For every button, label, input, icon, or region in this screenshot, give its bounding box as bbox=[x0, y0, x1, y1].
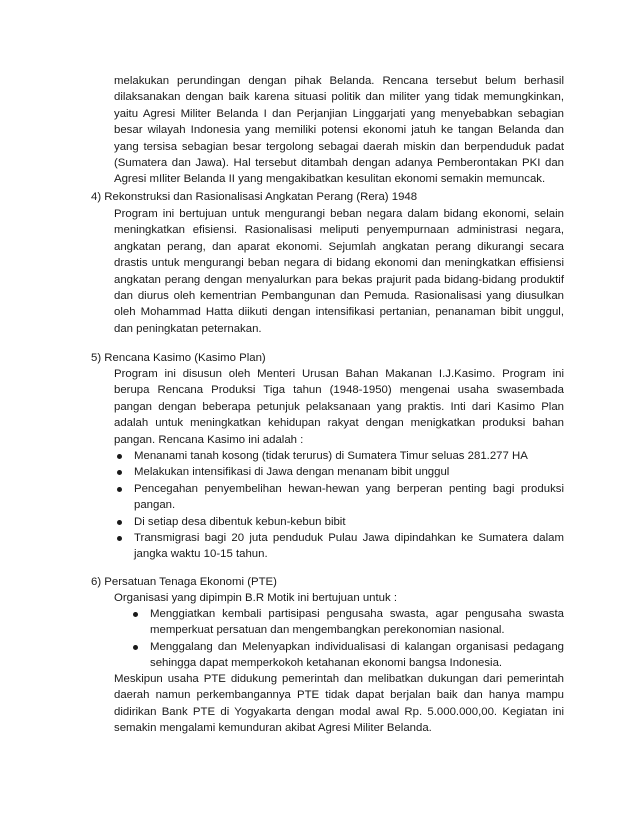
list-item bbox=[114, 464, 564, 480]
bullet-icon bbox=[117, 470, 122, 475]
bullet-icon bbox=[117, 520, 122, 525]
section-5-body: Program ini disusun oleh Menteri Urusan Bahan Makanan I.J.Kasimo. Program ini berupa Rencana Produksi Tiga tahun (1948-1950) mengenai usaha swasembada pangan dengan beberapa petunjuk pelaksanaan yang praktis. Inti dari Kasimo Plan adalah untuk meningkatkan kehidupan rakyat dengan menigkatkan produksi bahan pangan. Rencana Kasimo ini adalah : bbox=[114, 368, 564, 446]
list-item-text: Transmigrasi bagi 20 juta penduduk Pulau Jawa dipindahkan ke Sumatera dalam jangka waktu 10-15 tahun. bbox=[134, 532, 564, 561]
list-item bbox=[114, 448, 564, 464]
section-6-intro: Organisasi yang dipimpin B.R Motik ini bertujuan untuk : bbox=[114, 592, 398, 604]
list-item bbox=[114, 514, 564, 530]
section-6-bullet-list bbox=[130, 606, 564, 672]
list-item-text: Melakukan intensifikasi di Jawa dengan menanam bibit unggul bbox=[134, 466, 450, 479]
list-item-text: Pencegahan penyembelihan hewan-hewan yang berperan penting bagi produksi pangan. bbox=[134, 482, 564, 512]
section-6-closing: Meskipun usaha PTE didukung pemerintah dan melibatkan dukungan dari pemerintah daerah namun perkembangannya PTE tidak dapat berjalan baik dan hanya mampu didirikan Bank PTE di Yogyakarta dengan modal awal Rp. 5.000.000,00. Kegiatan ini semakin mengalami kemunduran akibat Agresi Militer Belanda. bbox=[114, 673, 564, 735]
list-item bbox=[114, 481, 564, 514]
bullet-icon bbox=[117, 536, 122, 541]
section-6-heading: 6) Persatuan Tenaga Ekonomi (PTE) bbox=[91, 576, 277, 588]
list-item-text: Menanami tanah kosong (tidak terurus) di Sumatera Timur seluas 281.277 HA bbox=[134, 450, 528, 462]
list-item bbox=[114, 530, 564, 563]
bullet-icon bbox=[117, 487, 122, 492]
bullet-icon bbox=[133, 612, 138, 617]
list-item bbox=[130, 606, 564, 639]
bullet-icon bbox=[117, 454, 122, 459]
section-4-body: Program ini bertujuan untuk mengurangi beban negara dalam bidang ekonomi, selain meningkatkan efisiensi. Rasionalisasi meliputi penyempurnaan administrasi negara, angkatan perang, dan aparat ekonomi. Sejumlah angkatan perang dikurangi secara drastis untuk mengurangi beban negara di bidang ekonomi dan meningkatkan effisiensi angkatan perang dengan menyalurkan para bekas prajurit pada bidang-bidang produktif dan diurus oleh kementrian Pembangunan dan Pemuda. Rasionalisasi yang diusulkan oleh Mohammad Hatta diikuti dengan intensifikasi pertanian, penanaman bibit unggul, dan peningkatan peternakan. bbox=[114, 208, 564, 335]
list-item bbox=[130, 639, 564, 672]
list-item-text: Di setiap desa dibentuk kebun-kebun bibit bbox=[134, 515, 346, 528]
bullet-icon bbox=[133, 645, 138, 650]
section-5-heading: 5) Rencana Kasimo (Kasimo Plan) bbox=[91, 352, 266, 364]
list-item-text: Menggalang dan Melenyapkan individualisasi di kalangan organisasi pedagang sehingga dapat memperkokoh ketahanan ekonomi bangsa Indonesia. bbox=[150, 640, 564, 670]
section-4-heading: 4) Rekonstruksi dan Rasionalisasi Angkatan Perang (Rera) 1948 bbox=[91, 191, 418, 203]
section-5-bullet-list bbox=[114, 448, 564, 563]
intro-paragraph: melakukan perundingan dengan pihak Belanda. Rencana tersebut belum berhasil dilaksanakan dengan baik karena situasi politik dan militer yang tidak memungkinkan, yaitu Agresi Militer Belanda I dan Perjanjian Linggarjati yang menyebabkan sebagian besar wilayah Indonesia yang memiliki potensi ekonomi jatuh ke tangan Belanda dan yang tersisa sebagian besar tergolong sebagai daerah miskin dan berpenduduk padat (Sumatera dan Jawa). Hal tersebut ditambah dengan adanya Pemberontakan PKI dan Agresi mIliter Belanda II yang mengakibatkan kesulitan ekonomi semakin memuncak. bbox=[114, 75, 564, 186]
list-item-text: Menggiatkan kembali partisipasi pengusaha swasta, agar pengusaha swasta memperkuat persatuan dan mengembangkan perekonomian nasional. bbox=[150, 608, 564, 637]
